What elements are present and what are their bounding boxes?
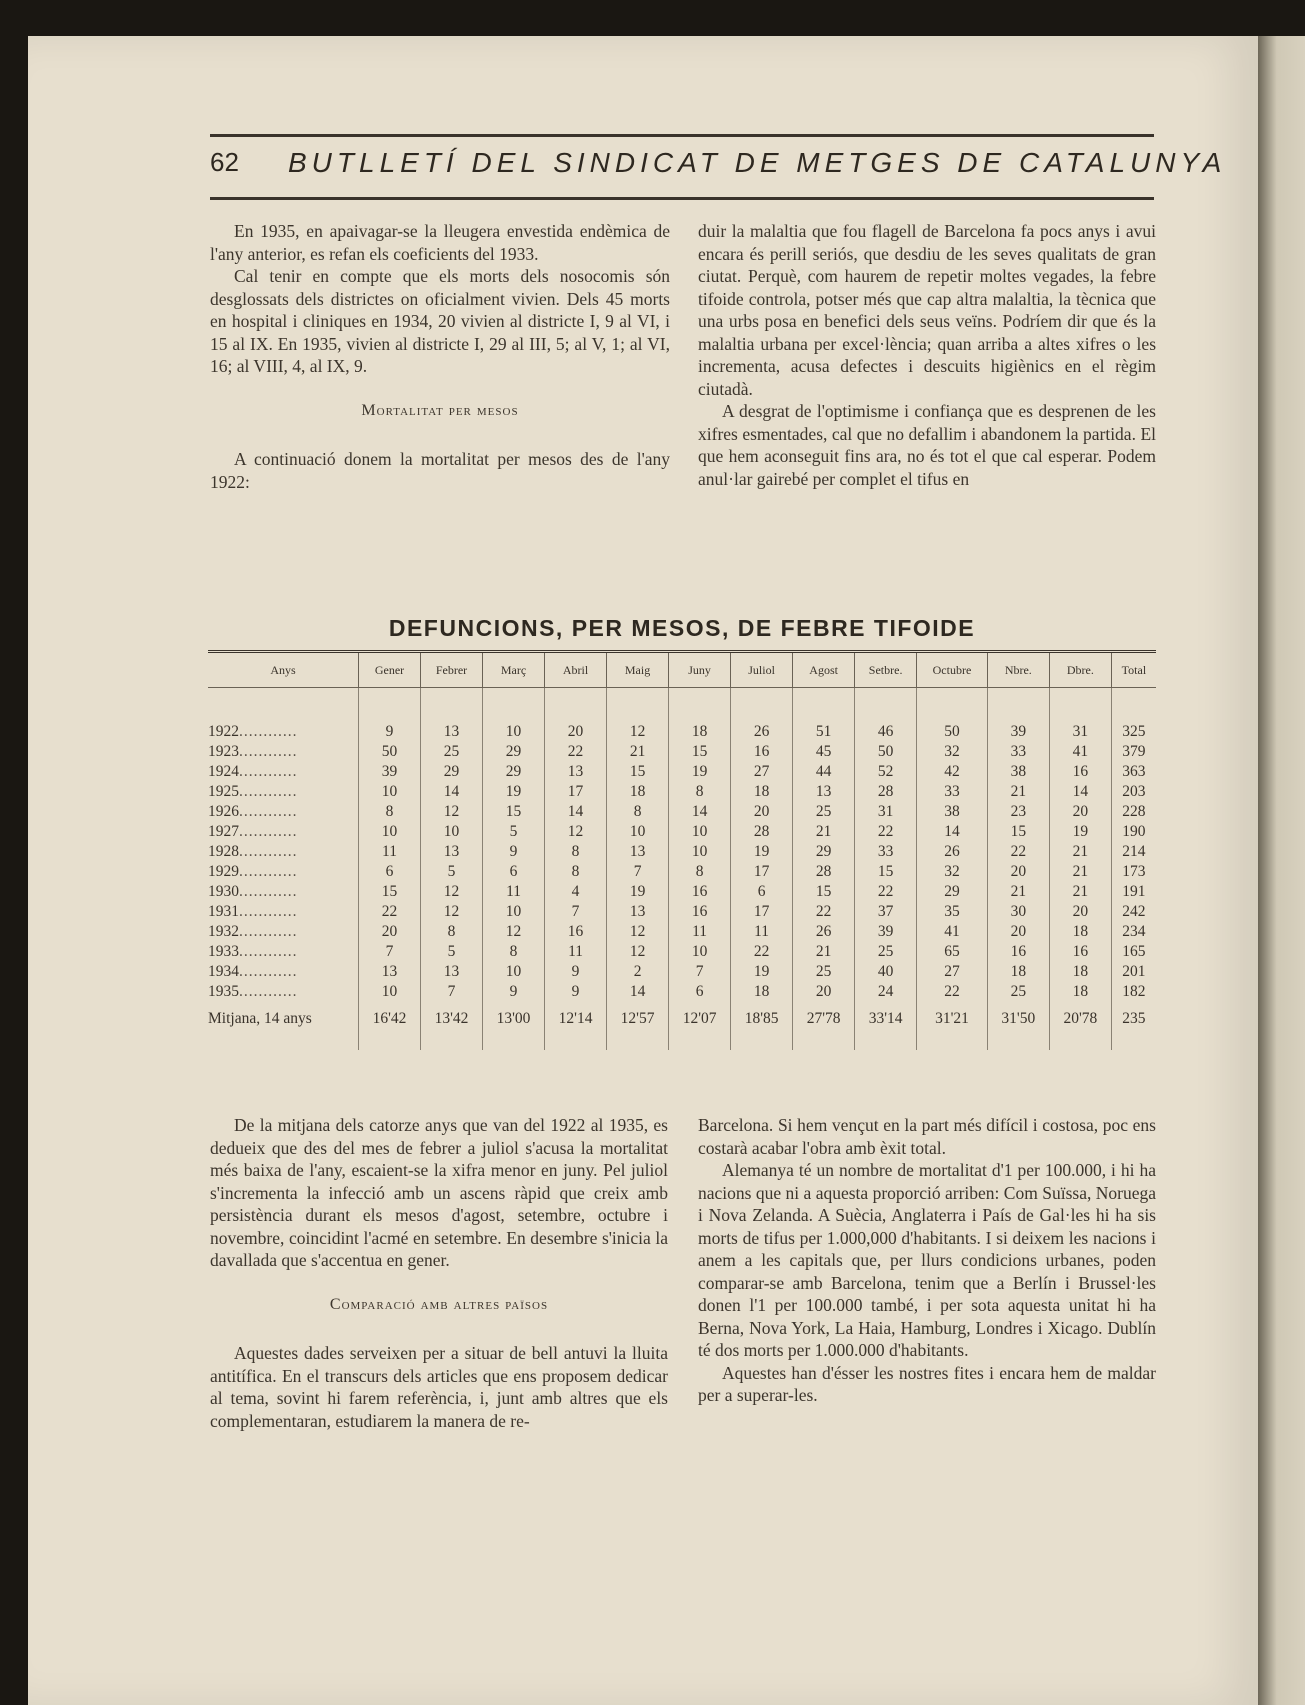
value-cell: 17 bbox=[731, 862, 793, 882]
value-cell: 7 bbox=[669, 962, 731, 982]
value-cell: 15 bbox=[855, 862, 917, 882]
table-row bbox=[208, 942, 1156, 962]
value-cell: 42 bbox=[917, 762, 988, 782]
value-cell: 33 bbox=[987, 742, 1049, 762]
value-cell: 6 bbox=[483, 862, 545, 882]
value-cell: 15 bbox=[669, 742, 731, 762]
mean-value: 27'78 bbox=[793, 1002, 855, 1050]
value-cell: 29 bbox=[421, 762, 483, 782]
value-cell: 40 bbox=[855, 962, 917, 982]
value-cell: 182 bbox=[1111, 982, 1156, 1002]
value-cell: 20 bbox=[987, 862, 1049, 882]
value-cell: 8 bbox=[545, 842, 607, 862]
value-cell: 11 bbox=[359, 842, 421, 862]
year-cell bbox=[208, 882, 359, 902]
mean-value: 18'85 bbox=[731, 1002, 793, 1050]
top-left-column bbox=[210, 220, 670, 493]
year-cell bbox=[208, 902, 359, 922]
year-cell bbox=[208, 802, 359, 822]
value-cell: 12 bbox=[421, 902, 483, 922]
table-row bbox=[208, 742, 1156, 762]
value-cell: 10 bbox=[483, 722, 545, 742]
column-header: Dbre. bbox=[1049, 652, 1111, 688]
value-cell: 6 bbox=[669, 982, 731, 1002]
leader-dots: ............ bbox=[239, 863, 298, 880]
leader-dots: ............ bbox=[239, 943, 298, 960]
value-cell: 8 bbox=[669, 782, 731, 802]
value-cell: 25 bbox=[987, 982, 1049, 1002]
value-cell: 41 bbox=[917, 922, 988, 942]
value-cell: 26 bbox=[731, 722, 793, 742]
year-label: 1923 bbox=[208, 743, 239, 760]
paragraph: Barcelona. Si hem vençut en la part més difícil i costosa, poc ens costarà acabar l'obra amb èxit total. bbox=[698, 1115, 1156, 1158]
column-header: Gener bbox=[359, 652, 421, 688]
value-cell: 15 bbox=[607, 762, 669, 782]
value-cell: 10 bbox=[421, 822, 483, 842]
value-cell: 20 bbox=[731, 802, 793, 822]
value-cell: 190 bbox=[1111, 822, 1156, 842]
column-header: Març bbox=[483, 652, 545, 688]
value-cell: 8 bbox=[421, 922, 483, 942]
section-heading: Mortalitat per mesos bbox=[361, 401, 519, 419]
value-cell: 16 bbox=[545, 922, 607, 942]
value-cell: 12 bbox=[607, 722, 669, 742]
leader-dots: ............ bbox=[239, 923, 298, 940]
value-cell: 10 bbox=[669, 942, 731, 962]
value-cell: 26 bbox=[917, 842, 988, 862]
mean-value: 31'21 bbox=[917, 1002, 988, 1050]
year-label: 1931 bbox=[208, 903, 239, 920]
value-cell: 22 bbox=[545, 742, 607, 762]
table-row bbox=[208, 842, 1156, 862]
year-label: 1932 bbox=[208, 923, 239, 940]
value-cell: 16 bbox=[987, 942, 1049, 962]
value-cell: 33 bbox=[855, 842, 917, 862]
paragraph: De la mitjana dels catorze anys que van del 1922 al 1935, es dedueix que des del mes de febrer a juliol s'acusa la mortalitat més baixa de l'any, escaient-se la xifra menor en juny. Pel juliol s'incrementa la infecció amb un ascens ràpid que creix amb persistència durant els mesos d'agost, setembre, octubre i novembre, coincidint l'acmé en setembre. En desembre s'inicia la davallada que s'accentua en gener. bbox=[210, 1115, 668, 1270]
value-cell: 18 bbox=[1049, 922, 1111, 942]
value-cell: 13 bbox=[421, 962, 483, 982]
value-cell: 19 bbox=[669, 762, 731, 782]
value-cell: 21 bbox=[1049, 862, 1111, 882]
value-cell: 44 bbox=[793, 762, 855, 782]
table-row bbox=[208, 962, 1156, 982]
year-label: 1933 bbox=[208, 943, 239, 960]
mean-row bbox=[208, 1002, 1156, 1050]
value-cell: 11 bbox=[483, 882, 545, 902]
value-cell: 19 bbox=[731, 962, 793, 982]
value-cell: 27 bbox=[917, 962, 988, 982]
value-cell: 21 bbox=[793, 942, 855, 962]
leader-dots: ............ bbox=[239, 983, 298, 1000]
value-cell: 201 bbox=[1111, 962, 1156, 982]
leader-dots: ............ bbox=[239, 883, 298, 900]
value-cell: 10 bbox=[669, 822, 731, 842]
value-cell: 21 bbox=[607, 742, 669, 762]
value-cell: 11 bbox=[545, 942, 607, 962]
value-cell: 23 bbox=[987, 802, 1049, 822]
value-cell: 14 bbox=[917, 822, 988, 842]
mean-value: 13'00 bbox=[483, 1002, 545, 1050]
value-cell: 65 bbox=[917, 942, 988, 962]
value-cell: 13 bbox=[607, 902, 669, 922]
value-cell: 46 bbox=[855, 722, 917, 742]
value-cell: 379 bbox=[1111, 742, 1156, 762]
value-cell: 5 bbox=[421, 942, 483, 962]
value-cell: 16 bbox=[1049, 762, 1111, 782]
value-cell: 21 bbox=[987, 882, 1049, 902]
value-cell: 22 bbox=[359, 902, 421, 922]
value-cell: 15 bbox=[483, 802, 545, 822]
value-cell: 13 bbox=[607, 842, 669, 862]
value-cell: 13 bbox=[793, 782, 855, 802]
value-cell: 8 bbox=[545, 862, 607, 882]
value-cell: 7 bbox=[545, 902, 607, 922]
year-label: 1922 bbox=[208, 723, 239, 740]
value-cell: 38 bbox=[987, 762, 1049, 782]
value-cell: 31 bbox=[855, 802, 917, 822]
leader-dots: ............ bbox=[239, 903, 298, 920]
value-cell: 25 bbox=[793, 802, 855, 822]
year-cell bbox=[208, 942, 359, 962]
value-cell: 21 bbox=[987, 782, 1049, 802]
mean-value: 12'07 bbox=[669, 1002, 731, 1050]
mean-value: 12'14 bbox=[545, 1002, 607, 1050]
mortality-table bbox=[208, 650, 1156, 1050]
value-cell: 51 bbox=[793, 722, 855, 742]
paragraph: A desgrat de l'optimisme i confiança que es desprenen de les xifres esmentades, cal que no defallim i abandonem la partida. El que hem aconseguit fins ara, no és tot el que cal esperar. Podem anul·lar gairebé per complet el tifus en bbox=[698, 401, 1156, 489]
value-cell: 10 bbox=[483, 902, 545, 922]
table-row bbox=[208, 862, 1156, 882]
paragraph: A continuació donem la mortalitat per mesos des de l'any 1922: bbox=[210, 449, 670, 492]
value-cell: 15 bbox=[987, 822, 1049, 842]
value-cell: 7 bbox=[359, 942, 421, 962]
value-cell: 39 bbox=[359, 762, 421, 782]
value-cell: 10 bbox=[359, 782, 421, 802]
paragraph: Aquestes dades serveixen per a situar de bell antuvi la lluita antitífica. En el transcurs dels articles que ens proposem dedicar al tema, sovint hi farem referència, i, junt amb altres que els complementaran, estudiarem la manera de re- bbox=[210, 1343, 668, 1431]
table-row bbox=[208, 762, 1156, 782]
year-cell bbox=[208, 742, 359, 762]
value-cell: 7 bbox=[421, 982, 483, 1002]
value-cell: 18 bbox=[1049, 982, 1111, 1002]
value-cell: 28 bbox=[731, 822, 793, 842]
value-cell: 22 bbox=[855, 822, 917, 842]
paragraph: Aquestes han d'ésser les nostres fites i encara hem de maldar per a superar-les. bbox=[698, 1362, 1156, 1405]
value-cell: 16 bbox=[669, 882, 731, 902]
value-cell: 20 bbox=[359, 922, 421, 942]
table-row bbox=[208, 882, 1156, 902]
value-cell: 17 bbox=[545, 782, 607, 802]
bottom-left-column bbox=[210, 1114, 668, 1432]
value-cell: 363 bbox=[1111, 762, 1156, 782]
value-cell: 12 bbox=[607, 922, 669, 942]
value-cell: 45 bbox=[793, 742, 855, 762]
paragraph: Cal tenir en compte que els morts dels nosocomis són desglossats dels districtes on oficialment vivien. Dels 45 morts en hospital i cliniques en 1934, 20 vivien al districte I, 9 al VI, i 15 al IX. En 1935, vivien al districte I, 29 al III, 5; al V, 1; al VI, 16; al VIII, 4, al IX, 9. bbox=[210, 266, 670, 376]
column-header: Juliol bbox=[731, 652, 793, 688]
running-header bbox=[210, 134, 1227, 200]
value-cell: 234 bbox=[1111, 922, 1156, 942]
value-cell: 325 bbox=[1111, 722, 1156, 742]
table-row bbox=[208, 782, 1156, 802]
value-cell: 22 bbox=[855, 882, 917, 902]
value-cell: 242 bbox=[1111, 902, 1156, 922]
value-cell: 22 bbox=[793, 902, 855, 922]
value-cell: 10 bbox=[607, 822, 669, 842]
table-title: DEFUNCIONS, PER MESOS, DE FEBRE TIFOIDE bbox=[388, 615, 976, 641]
value-cell: 32 bbox=[917, 742, 988, 762]
value-cell: 50 bbox=[917, 722, 988, 742]
value-cell: 39 bbox=[855, 922, 917, 942]
year-cell bbox=[208, 782, 359, 802]
value-cell: 14 bbox=[421, 782, 483, 802]
table-row bbox=[208, 822, 1156, 842]
leader-dots: ............ bbox=[239, 843, 298, 860]
table-row bbox=[208, 722, 1156, 742]
value-cell: 16 bbox=[731, 742, 793, 762]
value-cell: 16 bbox=[669, 902, 731, 922]
value-cell: 50 bbox=[359, 742, 421, 762]
leader-dots: ............ bbox=[239, 743, 298, 760]
value-cell: 6 bbox=[731, 882, 793, 902]
value-cell: 29 bbox=[917, 882, 988, 902]
year-cell bbox=[208, 922, 359, 942]
year-label: 1924 bbox=[208, 763, 239, 780]
value-cell: 11 bbox=[669, 922, 731, 942]
value-cell: 13 bbox=[359, 962, 421, 982]
value-cell: 18 bbox=[669, 722, 731, 742]
value-cell: 21 bbox=[793, 822, 855, 842]
value-cell: 15 bbox=[793, 882, 855, 902]
value-cell: 8 bbox=[483, 942, 545, 962]
value-cell: 26 bbox=[793, 922, 855, 942]
value-cell: 29 bbox=[483, 742, 545, 762]
value-cell: 31 bbox=[1049, 722, 1111, 742]
table-row bbox=[208, 902, 1156, 922]
leader-dots: ............ bbox=[239, 783, 298, 800]
table-row bbox=[208, 982, 1156, 1002]
value-cell: 20 bbox=[545, 722, 607, 742]
value-cell: 19 bbox=[607, 882, 669, 902]
value-cell: 18 bbox=[1049, 962, 1111, 982]
value-cell: 14 bbox=[545, 802, 607, 822]
value-cell: 28 bbox=[793, 862, 855, 882]
mean-value: 13'42 bbox=[421, 1002, 483, 1050]
value-cell: 9 bbox=[545, 982, 607, 1002]
value-cell: 52 bbox=[855, 762, 917, 782]
mean-value: 12'57 bbox=[607, 1002, 669, 1050]
year-label: 1934 bbox=[208, 963, 239, 980]
value-cell: 8 bbox=[359, 802, 421, 822]
value-cell: 7 bbox=[607, 862, 669, 882]
value-cell: 12 bbox=[421, 802, 483, 822]
column-header: Octubre bbox=[917, 652, 988, 688]
value-cell: 16 bbox=[1049, 942, 1111, 962]
value-cell: 6 bbox=[359, 862, 421, 882]
value-cell: 14 bbox=[669, 802, 731, 822]
value-cell: 191 bbox=[1111, 882, 1156, 902]
value-cell: 13 bbox=[421, 842, 483, 862]
value-cell: 13 bbox=[421, 722, 483, 742]
paragraph: Alemanya té un nombre de mortalitat d'1 per 100.000, i hi ha nacions que ni a aquesta proporció arriben: Com Suïssa, Noruega i Nova Zelanda. A Suècia, Anglaterra i País de Gal·les hi ha sis morts de tifus per 1.000,000 d'habitants. I si deixem les nacions i anem a les capitals que, per llurs condicions urbanes, poden comparar-se amb Barcelona, tenim que a Berlín i Brussel·les donen l'1 per 100.000 també, i per sota aquesta unitat hi ha Berna, Nova York, La Haia, Hamburg, Londres i Xicago. Dublín té dos morts per 1.000.000 d'habitants. bbox=[698, 1160, 1156, 1360]
bottom-right-column bbox=[698, 1114, 1156, 1407]
value-cell: 165 bbox=[1111, 942, 1156, 962]
value-cell: 9 bbox=[359, 722, 421, 742]
column-header: Juny bbox=[669, 652, 731, 688]
leader-dots: ............ bbox=[239, 763, 298, 780]
value-cell: 4 bbox=[545, 882, 607, 902]
column-header: Febrer bbox=[421, 652, 483, 688]
value-cell: 12 bbox=[421, 882, 483, 902]
value-cell: 13 bbox=[545, 762, 607, 782]
paragraph: duir la malaltia que fou flagell de Barcelona fa pocs anys i avui encara és perill seriós, que desdiu de les seves qualitats de gran ciutat. Perquè, com haurem de repetir moltes vegades, la febre tifoide controla, potser més que cap altra malaltia, la tècnica que una urbs posa en benefici dels seus veïns. Podríem dir que és la malaltia urbana per excel·lència; quan arriba a altes xifres o les incrementa, acusa defectes i descuits higiènics en el règim ciutadà. bbox=[698, 221, 1156, 399]
table-row bbox=[208, 922, 1156, 942]
year-label: 1935 bbox=[208, 983, 239, 1000]
value-cell: 10 bbox=[359, 982, 421, 1002]
column-header: Total bbox=[1111, 652, 1156, 688]
value-cell: 19 bbox=[483, 782, 545, 802]
value-cell: 10 bbox=[669, 842, 731, 862]
page-edge bbox=[1258, 36, 1305, 1705]
value-cell: 22 bbox=[987, 842, 1049, 862]
top-right-column bbox=[698, 220, 1156, 490]
paragraph: En 1935, en apaivagar-se la lleugera envestida endèmica de l'any anterior, es refan els coeficients del 1933. bbox=[210, 221, 670, 264]
value-cell: 20 bbox=[1049, 902, 1111, 922]
column-header: Abril bbox=[545, 652, 607, 688]
value-cell: 21 bbox=[1049, 842, 1111, 862]
year-cell bbox=[208, 762, 359, 782]
value-cell: 18 bbox=[731, 982, 793, 1002]
value-cell: 38 bbox=[917, 802, 988, 822]
value-cell: 30 bbox=[987, 902, 1049, 922]
value-cell: 12 bbox=[483, 922, 545, 942]
year-label: 1927 bbox=[208, 823, 239, 840]
section-heading: Comparació amb altres països bbox=[329, 1295, 549, 1313]
value-cell: 18 bbox=[607, 782, 669, 802]
leader-dots: ............ bbox=[239, 723, 298, 740]
year-label: 1926 bbox=[208, 803, 239, 820]
value-cell: 18 bbox=[987, 962, 1049, 982]
value-cell: 22 bbox=[917, 982, 988, 1002]
value-cell: 20 bbox=[1049, 802, 1111, 822]
value-cell: 50 bbox=[855, 742, 917, 762]
value-cell: 11 bbox=[731, 922, 793, 942]
value-cell: 9 bbox=[545, 962, 607, 982]
value-cell: 17 bbox=[731, 902, 793, 922]
year-cell bbox=[208, 982, 359, 1002]
value-cell: 10 bbox=[483, 962, 545, 982]
year-cell bbox=[208, 722, 359, 742]
value-cell: 10 bbox=[359, 822, 421, 842]
column-header: Maig bbox=[607, 652, 669, 688]
column-header: Setbre. bbox=[855, 652, 917, 688]
page-number: 62 bbox=[210, 147, 239, 177]
year-cell bbox=[208, 962, 359, 982]
value-cell: 19 bbox=[1049, 822, 1111, 842]
table-body bbox=[208, 688, 1156, 1051]
column-header: Anys bbox=[208, 652, 359, 688]
value-cell: 25 bbox=[421, 742, 483, 762]
value-cell: 37 bbox=[855, 902, 917, 922]
value-cell: 29 bbox=[793, 842, 855, 862]
value-cell: 21 bbox=[1049, 882, 1111, 902]
leader-dots: ............ bbox=[239, 823, 298, 840]
value-cell: 14 bbox=[607, 982, 669, 1002]
mean-value: 235 bbox=[1111, 1002, 1156, 1050]
spacer-row bbox=[208, 688, 1156, 723]
value-cell: 27 bbox=[731, 762, 793, 782]
mean-label: Mitjana, 14 anys bbox=[208, 1010, 312, 1027]
mean-value: 33'14 bbox=[855, 1002, 917, 1050]
year-cell bbox=[208, 822, 359, 842]
mean-value: 20'78 bbox=[1049, 1002, 1111, 1050]
value-cell: 24 bbox=[855, 982, 917, 1002]
value-cell: 9 bbox=[483, 982, 545, 1002]
value-cell: 20 bbox=[987, 922, 1049, 942]
table-header-row bbox=[208, 652, 1156, 688]
value-cell: 29 bbox=[483, 762, 545, 782]
value-cell: 14 bbox=[1049, 782, 1111, 802]
year-label: 1930 bbox=[208, 883, 239, 900]
value-cell: 2 bbox=[607, 962, 669, 982]
value-cell: 41 bbox=[1049, 742, 1111, 762]
value-cell: 5 bbox=[483, 822, 545, 842]
value-cell: 33 bbox=[917, 782, 988, 802]
value-cell: 214 bbox=[1111, 842, 1156, 862]
value-cell: 18 bbox=[731, 782, 793, 802]
year-cell bbox=[208, 862, 359, 882]
value-cell: 203 bbox=[1111, 782, 1156, 802]
value-cell: 8 bbox=[669, 862, 731, 882]
value-cell: 22 bbox=[731, 942, 793, 962]
value-cell: 173 bbox=[1111, 862, 1156, 882]
year-label: 1928 bbox=[208, 843, 239, 860]
column-header: Agost bbox=[793, 652, 855, 688]
value-cell: 28 bbox=[855, 782, 917, 802]
value-cell: 5 bbox=[421, 862, 483, 882]
leader-dots: ............ bbox=[239, 963, 298, 980]
journal-title: BUTLLETÍ DEL SINDICAT DE METGES DE CATALUNYA bbox=[288, 147, 1227, 178]
leader-dots: ............ bbox=[239, 803, 298, 820]
value-cell: 19 bbox=[731, 842, 793, 862]
year-cell bbox=[208, 842, 359, 862]
value-cell: 12 bbox=[545, 822, 607, 842]
value-cell: 20 bbox=[793, 982, 855, 1002]
value-cell: 25 bbox=[855, 942, 917, 962]
year-label: 1925 bbox=[208, 783, 239, 800]
mean-value: 31'50 bbox=[987, 1002, 1049, 1050]
value-cell: 228 bbox=[1111, 802, 1156, 822]
year-label: 1929 bbox=[208, 863, 239, 880]
mean-value: 16'42 bbox=[359, 1002, 421, 1050]
value-cell: 35 bbox=[917, 902, 988, 922]
value-cell: 8 bbox=[607, 802, 669, 822]
value-cell: 9 bbox=[483, 842, 545, 862]
value-cell: 15 bbox=[359, 882, 421, 902]
table-row bbox=[208, 802, 1156, 822]
column-header: Nbre. bbox=[987, 652, 1049, 688]
value-cell: 39 bbox=[987, 722, 1049, 742]
value-cell: 12 bbox=[607, 942, 669, 962]
value-cell: 25 bbox=[793, 962, 855, 982]
value-cell: 32 bbox=[917, 862, 988, 882]
